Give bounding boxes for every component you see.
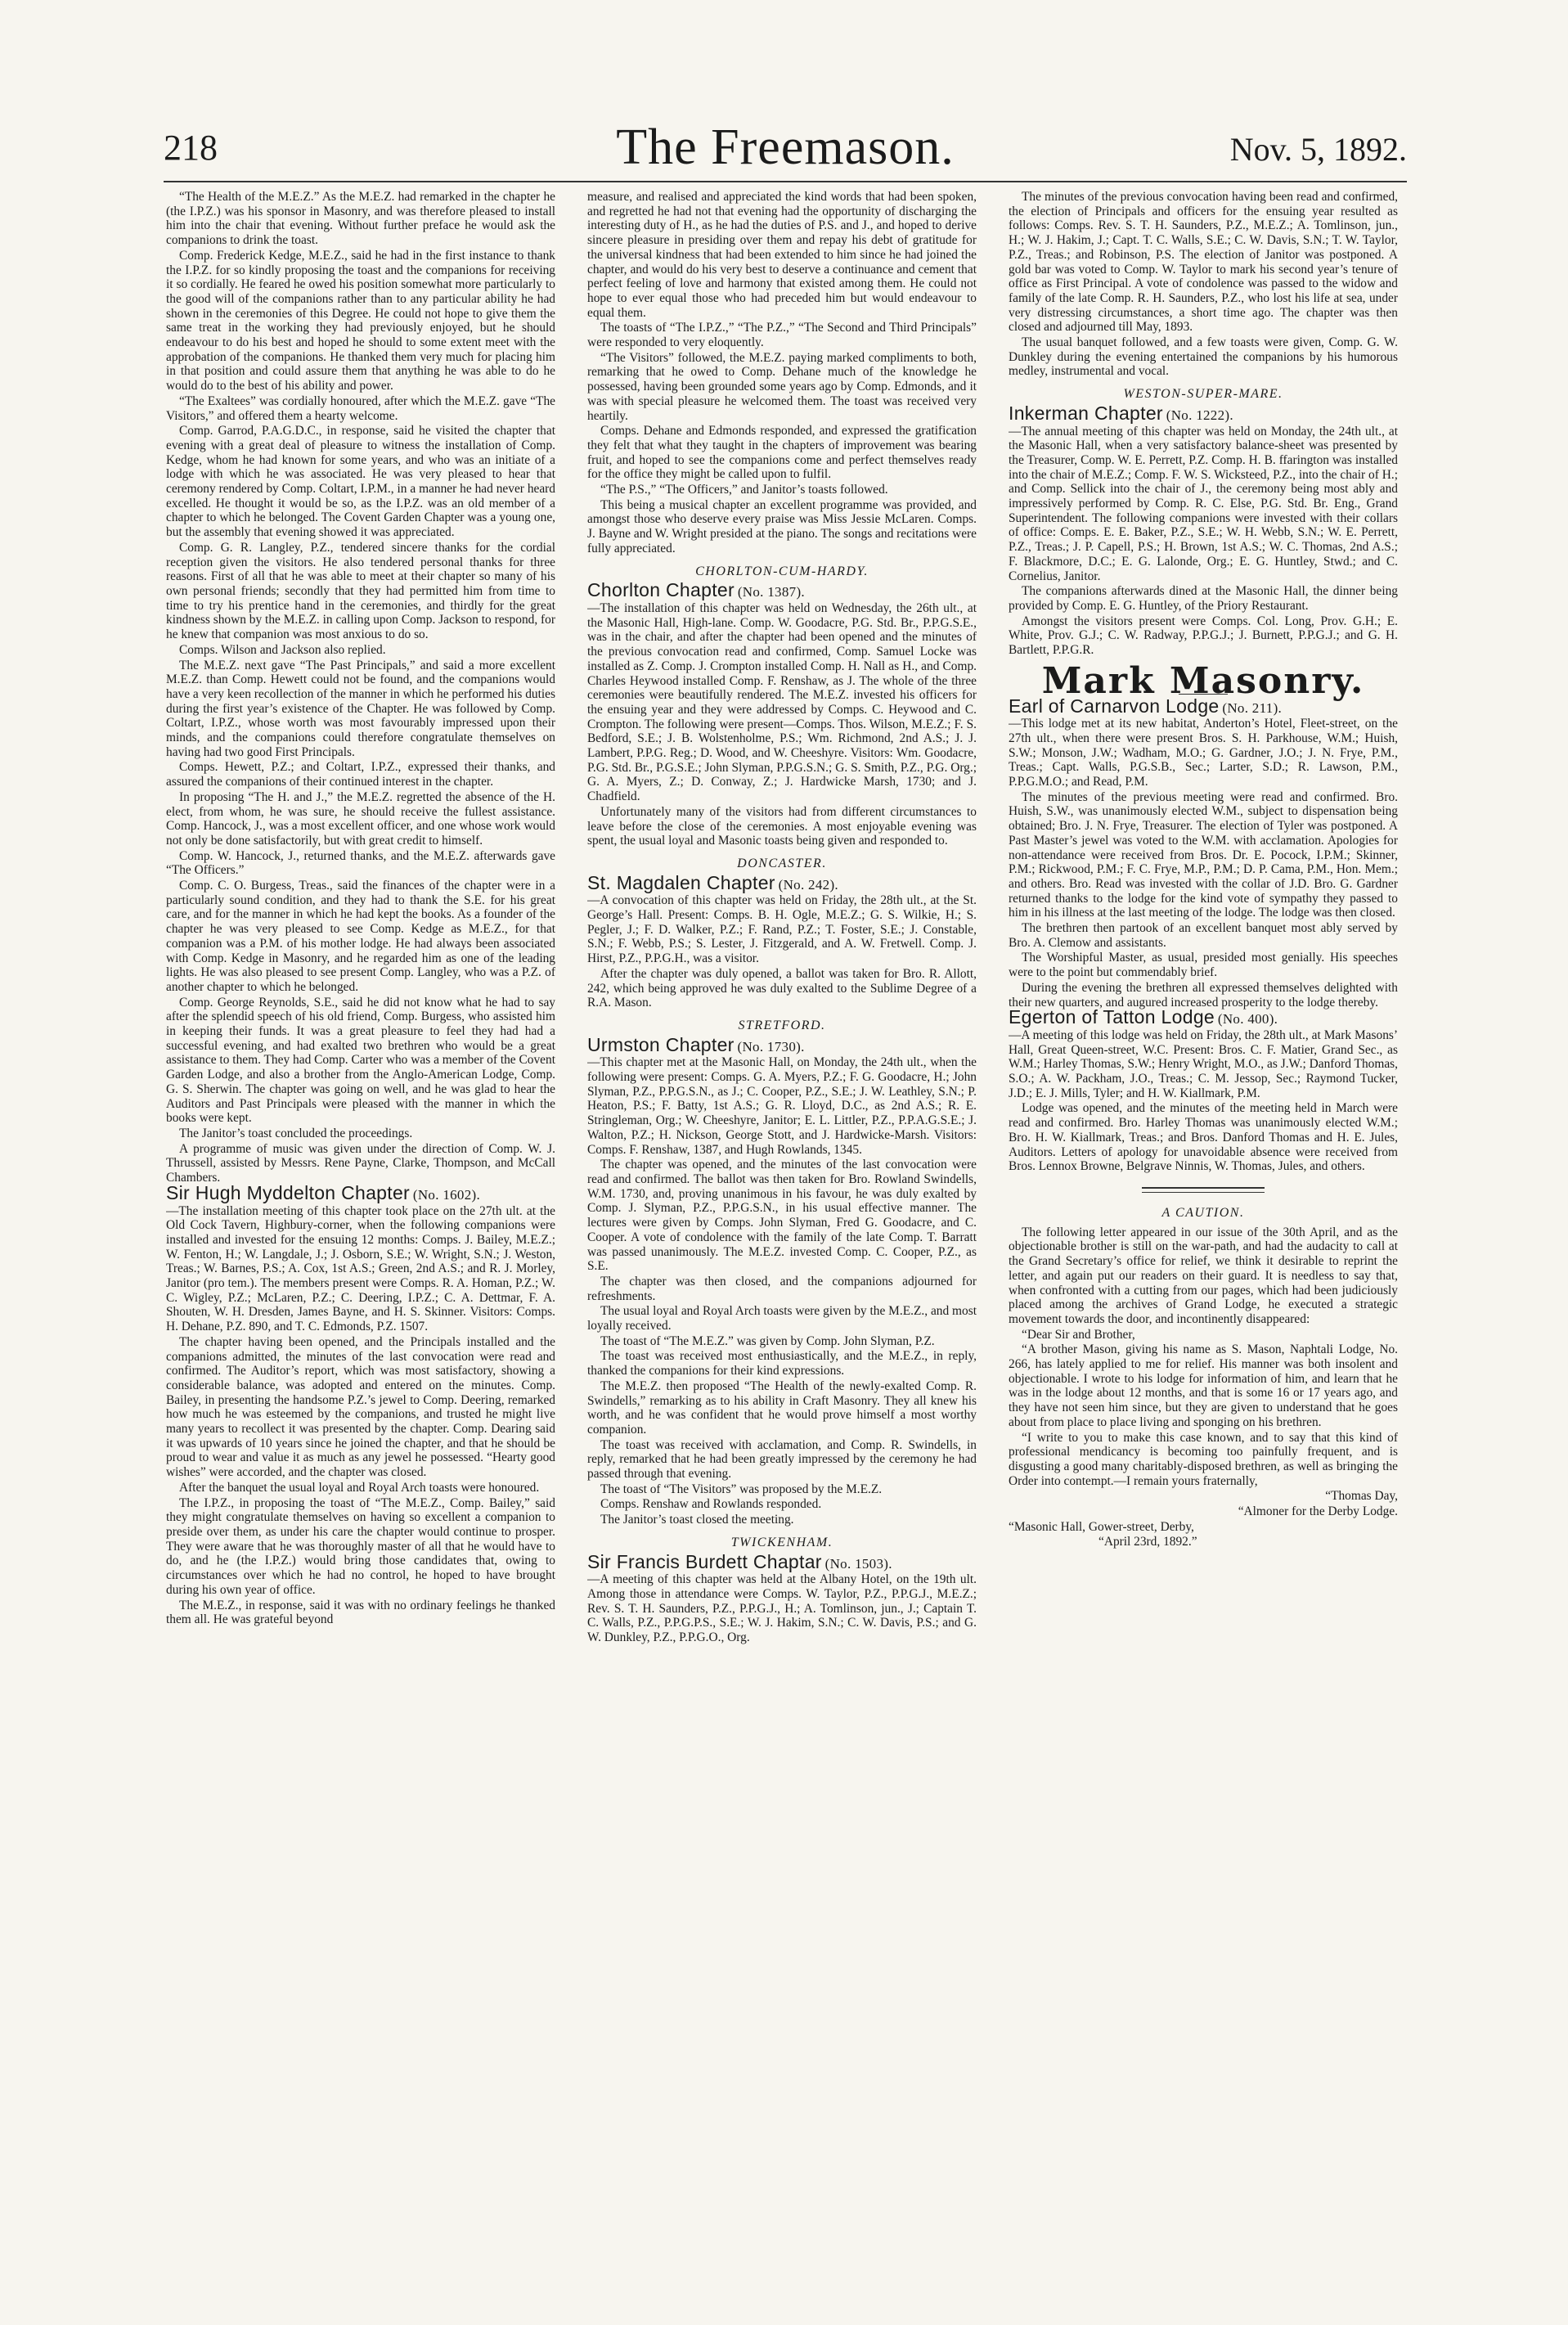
- article-heading-chorlton: [587, 579, 977, 601]
- letter-signature-title: “Almoner for the Derby Lodge.: [1238, 1504, 1398, 1519]
- paragraph: The Janitor’s toast closed the meeting.: [600, 1513, 794, 1527]
- letter-signature: “Thomas Day,: [1325, 1489, 1398, 1504]
- heading-number: (No. 1222).: [1166, 407, 1233, 423]
- paragraph: In proposing “The H. and J.,” the M.E.Z. regretted the absence of the H. elect, from whom, he was sure, he should receive the fullest assistance. Comp. Hancock, J., was a most excellent officer, and one whose work would not only be done satisfactorily, but with great credit to himself.: [166, 789, 555, 848]
- section-title-mark-masonry: Mark Masonry.: [1041, 659, 1365, 702]
- letter-paragraph: “A brother Mason, giving his name as S. Mason, Naphtali Lodge, No. 266, has lately applied to me for relief. His manner was both insolent and objectionable. I wrote to his lodge for information of him, and learn that he was in the lodge about 12 months, and that is some 16 or 17 years ago, and they have not seen him since, but they are given to understand that he goes about from place to place living and sponging on his brethren.: [1009, 1342, 1398, 1429]
- letter-address: “Masonic Hall, Gower-street, Derby,: [1009, 1519, 1194, 1534]
- paragraph: During the evening the brethren all expressed themselves delighted with their new quarters, and augured increased prosperity to the lodge thereby.: [1009, 980, 1398, 1010]
- paragraph: —The installation meeting of this chapter took place on the 27th ult. at the Old Cock Tavern, Highbury-corner, when the following companions were installed and invested for the ensuing 12 months: Comps. J. Bailey, M.E.Z.; W. Fenton, H.; W. Langdale, J.; J. Osborn, S.E.; W. Wright, S.N.; J. Weston, Treas.; W. Barnes, P.S.; A. Cox, 1st A.S.; Green, 2nd A.S.; and R. J. Morley, Janitor (pro tem.). The members present were Comps. R. A. Homan, P.Z.; W. C. Wigley, P.Z.; McLaren, P.Z.; C. Deering, I.P.Z.; C. A. Dettmar, F. A. Shouten, W. H. Dresden, James Bayne, and H. S. Skinner. Visitors: Comps. H. Dehane, P.Z. 890, and T. C. Edmonds, P.Z. 1507.: [166, 1203, 555, 1334]
- heading-text: Earl of Carnarvon Lodge: [1009, 695, 1220, 717]
- heading-text: Inkerman Chapter: [1009, 402, 1163, 424]
- heading-text: Sir Hugh Myddelton Chapter: [166, 1181, 411, 1203]
- paragraph: —This lodge met at its new habitat, Anderton’s Hotel, Fleet-street, on the 27th ult., when there were present Bros. S. H. Parkhouse, W.M.; Huish, S.W.; Monson, J.W.; Wadham, M.O.; G. Gardner, J.O.; J. N. Frye, P.M., Treas.; Capt. Walls, P.G.S.B., Sec.; Larter, S.D.; R. Lawson, P.M., P.P.G.M.O.; and Read, P.M.: [1009, 717, 1398, 789]
- column-1: [166, 190, 555, 2284]
- article-heading-urmston: [587, 1033, 977, 1055]
- paragraph: The chapter was then closed, and the companions adjourned for refreshments.: [587, 1274, 977, 1303]
- paragraph: Unfortunately many of the visitors had from different circumstances to leave before the close of the ceremonies. A most enjoyable evening was spent, the usual loyal and Masonic toasts being given and responded to.: [587, 804, 977, 848]
- paragraph: —The installation of this chapter was held on Wednesday, the 26th ult., at the Masonic Hall, High-lane. Comp. W. Goodacre, P.G. Std. Br., P.P.G.S.E., was in the chair, and after the chapter had been opened and the minutes of the previous convocation read and confirmed, Comp. Samuel Locke was installed as Z. Comp. J. Crompton installed Comp. H. Nall as H., and Comp. Charles Heywood installed Comp. F. Renshaw, as J. The whole of the three ceremonies were beautifully rendered. The M.E.Z. invested his officers for the ensuing year and they were addressed by Comps. C. Heywood and C. Crompton. The following were present—Comps. Thos. Wilson, M.E.Z.; F. S. Bedford, S.E.; J. B. Wolstenholme, P.S.; Wm. Richmond, 2nd A.S.; J. J. Lambert, P.P.G. Reg.; D. Wood, and W. Cheeshyre. Visitors: Wm. Goodacre, P.G. Std. Br., P.G.S.E.; John Slyman, P.P.G.S.N.; G. S. Smith, P.Z., P.G. Org.; G. A. Myers, Z.; D. Conway, Z.; J. Hardwicke Marsh, 1730; and J. Chadfield.: [587, 600, 977, 804]
- paragraph: The chapter having been opened, and the Principals installed and the companions admitted, the minutes of the last convocation were read and confirmed. The Auditor’s report, which was most satisfactory, showing a considerable balance, was adopted and entered on the minutes. Comp. Bailey, in presenting the handsome P.Z.’s jewel to Comp. Deering, remarked how much he was esteemed by the companions, and trusted he might live many years to recollect it was presented by the chapter. Comp. Dearing said it was upwards of 10 years since he joined the chapter, and that he should be proud to wear and value it as much as any jewel he possessed. “Hearty good wishes” were accorded, and the chapter was closed.: [166, 1334, 555, 1480]
- heading-number: (No. 242).: [778, 876, 838, 893]
- column-2: [587, 190, 977, 2284]
- paragraph: The M.E.Z. next gave “The Past Principals,” and said a more excellent M.E.Z. than Comp. Hewett could not be found, and the companions would have a very keen recollection of the manner in which he performed his duties during the first year’s existence of the Chapter. He was followed by Comp. Coltart, I.P.Z., whose worth was most favourably impressed upon their minds, and the companions could therefore congratulate themselves on having had two good First Principals.: [166, 658, 555, 759]
- paragraph: The minutes of the previous meeting were read and confirmed. Bro. Huish, S.W., was unanimously elected W.M., subject to dispensation being obtained; Bro. J. N. Frye, Treasurer. The election of Tyler was postponed. A Past Master’s jewel was voted to the W.M. with acclamation. Apologies for non-attendance were received from Bros. Dr. E. Pocock, I.P.M.; Skinner, P.M.; Rickwood, P.M.; F. C. Frye, M.P., P.M.; D. P. Cama, P.M., Hon. Mem.; and others. Bro. Read was invested with the collar of J.D. Bro. G. Gardner returned thanks to the lodge for the kind vote of sympathy they passed to him in his illness at the last meeting of the lodge. The lodge was then closed.: [1009, 789, 1398, 920]
- paragraph: The minutes of the previous convocation having been read and confirmed, the election of Principals and officers for the ensuing year resulted as follows: Comps. Rev. S. T. H. Saunders, P.Z., M.E.Z.; A. Tomlinson, jun., H.; W. J. Hakim, J.; Capt. T. C. Walls, S.E.; C. W. Davis, S.N.; T. W. Taylor, P.Z., Treas.; and Robinson, P.S. The election of Janitor was postponed. A gold bar was voted to Comp. W. Taylor to mark his second year’s tenure of office as First Principal. A vote of condolence was passed to the widow and family of the late Comp. R. H. Saunders, P.Z., who lost his life at sea, under very distressing circumstances, a short time ago. The chapter was then closed and adjourned till May, 1893.: [1009, 190, 1398, 335]
- paragraph: The usual loyal and Royal Arch toasts were given by the M.E.Z., and most loyally received.: [587, 1304, 977, 1333]
- heading-text: St. Magdalen Chapter: [587, 871, 775, 893]
- paragraph: The M.E.Z. then proposed “The Health of the newly-exalted Comp. R. Swindells,” remarking as to his ability in Craft Masonry. They all knew his worth, and he was confident that he would prove himself a most worthy companion.: [587, 1378, 977, 1437]
- paragraph: “The Health of the M.E.Z.” As the M.E.Z. had remarked in the chapter he (the I.P.Z.) was his sponsor in Masonry, and was therefore pleased to install him into the chair that evening. Without further preface he would ask the companions to drink the toast.: [166, 190, 555, 248]
- paragraph: This being a musical chapter an excellent programme was provided, and amongst those who deserve every praise was Miss Jessie McLaren. Comps. J. Bayne and W. Wright presided at the piano. The songs and recitations were fully appreciated.: [587, 497, 977, 555]
- section-heading: A CAUTION.: [1161, 1206, 1245, 1220]
- paragraph: —A meeting of this chapter was held at the Albany Hotel, on the 19th ult. Among those in attendance were Comps. W. Taylor, P.Z., P.P.G.J., M.E.Z.; Rev. S. T. H. Saunders, P.Z., P.P.G.J., H.; A. Tomlinson, jun., J.; Captain T. C. Walls, P.Z., P.P.G.P.S., S.E.; W. J. Hakim, S.N.; C. W. Davis, P.S.; and G. W. Dunkley, P.Z., P.P.G.O., Org.: [587, 1572, 977, 1645]
- article-heading-myddelton: [166, 1181, 555, 1203]
- paragraph: The usual banquet followed, and a few toasts were given, Comp. G. W. Dunkley during the evening entertained the companions by his humorous medley, instrumental and vocal.: [1009, 335, 1398, 379]
- letter-date: “April 23rd, 1892.”: [1098, 1535, 1197, 1549]
- divider: [1142, 1187, 1265, 1189]
- paragraph: Comp. Garrod, P.A.G.D.C., in response, said he visited the chapter that evening with a great deal of pleasure to witness the installation of Comp. Kedge, whom he had known for some years, and who was an initiate of a lodge with which he was associated. He was very pleased to hear that ceremony rendered by Comp. Coltart, I.P.M., in a manner he had never heard excelled. He thought it would be so, as the I.P.Z. was an old member of a chapter to which he belonged. The Covent Garden Chapter was a young one, but the assembly that evening showed it was appreciated.: [166, 424, 555, 540]
- paragraph: —This chapter met at the Masonic Hall, on Monday, the 24th ult., when the following were present: Comps. G. A. Myers, P.Z.; F. G. Goodacre, H.; John Slyman, P.Z., P.P.G.S.N., as J.; C. Cooper, P.Z., S.E.; J. W. Leathley, S.N.; P. Heaton, P.S.; F. Batty, 1st A.S.; G. R. Lloyd, D.C., as 2nd A.S.; R. E. Stringleman, Org.; W. Cheeshyre, Janitor; E. L. Littler, P.Z., P.P.A.G.S.E.; J. Walton, P.Z.; H. Nickson, George Stott, and J. Hardwicke-Marsh. Visitors: Comps. F. Renshaw, 1387, and Hugh Rowlands, 1345.: [587, 1055, 977, 1157]
- section-heading: DONCASTER.: [737, 856, 827, 870]
- paragraph: The toast of “The Visitors” was proposed by the M.E.Z.: [600, 1482, 883, 1496]
- paragraph: —The annual meeting of this chapter was held on Monday, the 24th ult., at the Masonic Hall, when a very satisfactory balance-sheet was presented by the Treasurer, Comp. W. E. Perrett, P.Z. Comp. H. B. ffarington was installed into the chair of M.E.Z.; Comp. F. W. S. Wicksteed, P.Z., into the chair of H.; and Comp. Sellick into the chair of J., the ceremony being most ably and impressively performed by Comp. R. C. Else, P.G. Std. Br. Eng., Grand Superintendent. The following companions were invested with their collars of office: Comps. E. E. Baker, P.Z., S.E.; W. H. Webb, S.N.; W. E. Perrett, P.Z., Treas.; J. P. Capell, P.S.; H. Brown, 1st A.S.; W. C. Thomas, 2nd A.S.; F. Blackmore, D.C.; E. G. Lalonde, Org.; E. G. Huntley, Stwd.; and C. Cornelius, Janitor.: [1009, 424, 1398, 583]
- issue-date: Nov. 5, 1892.: [1229, 131, 1407, 168]
- heading-number: (No. 1730).: [737, 1038, 805, 1055]
- letter-salutation: “Dear Sir and Brother,: [1022, 1327, 1135, 1342]
- paragraph: The toasts of “The I.P.Z.,” “The P.Z.,” “The Second and Third Principals” were responded to very eloquently.: [587, 321, 977, 350]
- paragraph: The toast was received most enthusiastically, and the M.E.Z., in reply, thanked the companions for their kind expressions.: [587, 1349, 977, 1378]
- publication-title: The Freemason.: [616, 119, 955, 175]
- heading-number: (No. 400).: [1217, 1011, 1278, 1028]
- masthead: [164, 119, 1407, 184]
- paragraph: After the chapter was duly opened, a ballot was taken for Bro. R. Allott, 242, which being approved he was duly exalted to the Sublime Degree of a R.A. Mason.: [587, 966, 977, 1010]
- article-heading-inkerman: [1009, 402, 1398, 424]
- paragraph: “The Exaltees” was cordially honoured, after which the M.E.Z. gave “The Visitors,” and offered them a hearty welcome.: [166, 393, 555, 423]
- article-heading-egerton: [1009, 1006, 1398, 1028]
- column-3: [1009, 190, 1398, 2284]
- section-heading: CHORLTON-CUM-HARDY.: [695, 564, 869, 578]
- divider: [1142, 1192, 1265, 1193]
- paragraph: Comps. Dehane and Edmonds responded, and expressed the gratification they felt that what they taught in the chapters of improvement was bearing fruit, and hoped to see the companions come and perfect themselves ready for the office they might be called upon to fulfil.: [587, 424, 977, 482]
- paragraph: —A convocation of this chapter was held on Friday, the 28th ult., at the St. George’s Hall. Present: Comps. B. H. Ogle, M.E.Z.; G. S. Wilkie, H.; S. Pegler, J.; F. D. Walker, P.Z.; F. Rand, P.Z.; T. Foster, S.E.; J. Constable, S.N.; F. Webb, P.S.; S. Lester, J. Fitzgerald, and A. W. Fretwell. Comp. J. Hirst, P.Z., P.P.G.H., was a visitor.: [587, 893, 977, 966]
- paragraph: The toast was received with acclamation, and Comp. R. Swindells, in reply, remarked that he had been greatly impressed by the ceremony he had passed through that evening.: [587, 1437, 977, 1482]
- paragraph: “The Visitors” followed, the M.E.Z. paying marked compliments to both, remarking that he owed to Comp. Dehane much of the knowledge he possessed, having been grounded some years ago by Comp. Edmonds, and it was with special pleasure he welcomed them. The toast was received very heartily.: [587, 350, 977, 423]
- paragraph: The Janitor’s toast concluded the proceedings.: [179, 1127, 413, 1140]
- paragraph: The chapter was opened, and the minutes of the last convocation were read and confirmed. The ballot was then taken for Bro. Rowland Swindells, W.M. 1730, and, proving unanimous in his favour, he was duly exalted by Comp. J. Slyman, P.Z., P.P.G.S.N., in his usual effective manner. The lectures were given by Comps. John Slyman, Fred G. Goodacre, and C. Cooper. A vote of condolence with the family of the late Comp. T. Barratt was passed unanimously. The M.E.Z. invested Comp. C. Cooper, P.Z., as S.E.: [587, 1158, 977, 1274]
- paragraph: The following letter appeared in our issue of the 30th April, and as the objectionable brother is still on the war-path, and had the audacity to call at the Grand Secretary’s office for relief, we think it desirable to reprint the letter, and again put our readers on their guard. It is needless to say that, when confronted with a cutting from our pages, which had been judiciously placed among the archives of Grand Lodge, he executed a strategic movement towards the door, and incontinently disappeared:: [1009, 1225, 1398, 1326]
- paragraph: The brethren then partook of an excellent banquet most ably served by Bro. A. Clemow and assistants.: [1009, 921, 1398, 950]
- paragraph: Comps. Wilson and Jackson also replied.: [179, 642, 386, 657]
- section-heading: STRETFORD.: [738, 1018, 826, 1032]
- page-number: 218: [164, 128, 218, 168]
- section-heading: TWICKENHAM.: [730, 1535, 833, 1549]
- paragraph: Lodge was opened, and the minutes of the meeting held in March were read and confirmed. Bro. Harley Thomas was unanimously elected W.M.; Bro. H. W. Kiallmark, Treas.; and Bros. Danford Thomas and H. E. Jules, Auditors. Letters of apology for unavoidable absence were received from Bros. Lennox Browne, Belgrave Ninnis, W. Thomas, Jules, and others.: [1009, 1101, 1398, 1174]
- paragraph: “The P.S.,” “The Officers,” and Janitor’s toasts followed.: [600, 483, 888, 497]
- section-heading: WESTON-SUPER-MARE.: [1123, 387, 1283, 402]
- paragraph: Comps. Hewett, P.Z.; and Coltart, I.P.Z., expressed their thanks, and assured the companions of their continued interest in the chapter.: [166, 760, 555, 789]
- heading-number: (No. 1387).: [737, 584, 805, 600]
- paragraph: measure, and realised and appreciated the kind words that had been spoken, and regretted he had not that evening had the opportunity of discharging the interesting duty of H., as he had the duties of P.S. and J., and hoped to derive sincere pleasure in presiding over them and repay his debt of gratitude for the universal kindness that had been extended to him since he had joined the chapter, and would do his very best to deserve a continuance and cement that perfect feeling of love and harmony that existed among them. He could not hope to ever equal those who had preceded him but would endeavour to equal them.: [587, 190, 977, 320]
- paragraph: The companions afterwards dined at the Masonic Hall, the dinner being provided by Comp. E. G. Huntley, of the Priory Restaurant.: [1009, 584, 1398, 613]
- masthead-rule: [164, 181, 1407, 182]
- paragraph: —A meeting of this lodge was held on Friday, the 28th ult., at Mark Masons’ Hall, Great Queen-street, W.C. Present: Bros. C. F. Matier, Grand Sec., as W.M.; Harley Thomas, S.W.; Henry Wright, M.O., as J.W.; Danford Thomas, S.O.; A. W. Packham, J.O., Treas.; C. M. Jessop, Sec.; Raymond Tucker, J.D.; E. J. Mills, Tyler; and H. W. Kiallmark, P.M.: [1009, 1028, 1398, 1100]
- heading-text: Urmston Chapter: [587, 1033, 735, 1055]
- paragraph: The I.P.Z., in proposing the toast of “The M.E.Z., Comp. Bailey,” said they might congratulate themselves on having so excellent a companion to preside over them, as under his care the chapter would continue to prosper. They were aware that he was thoroughly master of all that he would have to do, and he (the I.P.Z.) would bring those candidates that, owing to circumstances over which he had no control, he hoped to have brought during his own year of office.: [166, 1495, 555, 1597]
- heading-text: Chorlton Chapter: [587, 579, 735, 601]
- letter-paragraph: “I write to you to make this case known, and to say that this kind of professional mendicancy is becoming too painfully frequent, and is disgusting a good many charitably-disposed brethren, as well as bringing the Order into contempt.—I remain yours fraternally,: [1009, 1430, 1398, 1488]
- paragraph: A programme of music was given under the direction of Comp. W. J. Thrussell, assisted by Messrs. Rene Payne, Clarke, Thompson, and McCall Chambers.: [166, 1141, 555, 1185]
- paragraph: Amongst the visitors present were Comps. Col. Long, Prov. G.H.; E. White, Prov. G.J.; C. W. Radway, P.P.G.J.; J. Burnett, P.P.G.J.; and G. H. Bartlett, P.P.G.R.: [1009, 614, 1398, 658]
- paragraph: The Worshipful Master, as usual, presided most genially. His speeches were to the point but commendably brief.: [1009, 951, 1398, 980]
- paragraph: Comp. Frederick Kedge, M.E.Z., said he had in the first instance to thank the I.P.Z. for so kindly proposing the toast and the companions for receiving it so cordially. He feared he owed his position somewhat more particularly to the good will of the companions rather than to any particular ability he had shown in the ceremonies of this Degree. He could not hope to give them the same treat in the working they had previously enjoyed, but he should endeavour to do his best and hoped he should to some extent meet with the approbation of the companions. He thanked them very much for placing him in that position and could assure them that anything he was able to do he would do to the best of his ability and power.: [166, 248, 555, 393]
- paragraph: The M.E.Z., in response, said it was with no ordinary feelings he thanked them all. He was grateful beyond: [166, 1598, 555, 1627]
- paragraph: Comp. G. R. Langley, P.Z., tendered sincere thanks for the cordial reception given the visitors. He also tendered personal thanks for three reasons. First of all that he was able to meet at their chapter so many of his own personal friends; secondly that they had permitted him from time to time to try his prentice hand in the ceremonies, and thirdly for the great kindness shown by the M.E.Z. in calling upon Comp. Jackson to respond, for he knew that companion was most anxious to do so.: [166, 540, 555, 642]
- heading-text: Egerton of Tatton Lodge: [1009, 1006, 1215, 1028]
- article-heading-magdalen: [587, 871, 977, 893]
- paragraph: Comp. George Reynolds, S.E., said he did not know what he had to say after the splendid speech of his old friend, Comp. Burgess, who assisted him in keeping their funds. It was a great pleasure to feel they had had a successful evening, and had exalted two brethren who would be a great assistance to them. They had Comp. Carter who was a member of the Covent Garden Lodge, and also a brother from the Anglo-American Lodge, Comp. G. S. Sherwin. The chapter was going on well, and he was glad to hear the Auditors and Past Principals were pleased with the manner in which the books were kept.: [166, 995, 555, 1126]
- paragraph: Comp. W. Hancock, J., returned thanks, and the M.E.Z. afterwards gave “The Officers.”: [166, 848, 555, 878]
- heading-text: Sir Francis Burdett Chaptar: [587, 1550, 822, 1572]
- heading-number: (No. 1602).: [412, 1186, 481, 1203]
- paragraph: After the banquet the usual loyal and Royal Arch toasts were honoured.: [179, 1480, 540, 1495]
- paragraph: Comp. C. O. Burgess, Treas., said the finances of the chapter were in a particularly sound condition, and they had to thank the S.E. for his great care, and for the manner in which he had kept the books. As a founder of the chapter he was very pleased to see Comp. Kedge as M.E.Z., for that companion was a P.M. of his mother lodge. He had always been associated with Comp. Kedge in Masonry, and he regarded him as one of the leading lights. He was also pleased to see present Comp. Langley, who was a P.Z. of another chapter to which he belonged.: [166, 879, 555, 994]
- heading-number: (No. 1503).: [824, 1555, 892, 1572]
- paragraph: The toast of “The M.E.Z.” was given by Comp. John Slyman, P.Z.: [600, 1333, 935, 1348]
- article-heading-burdett: [587, 1550, 977, 1572]
- paragraph: Comps. Renshaw and Rowlands responded.: [600, 1497, 822, 1512]
- heading-number: (No. 211).: [1222, 699, 1283, 716]
